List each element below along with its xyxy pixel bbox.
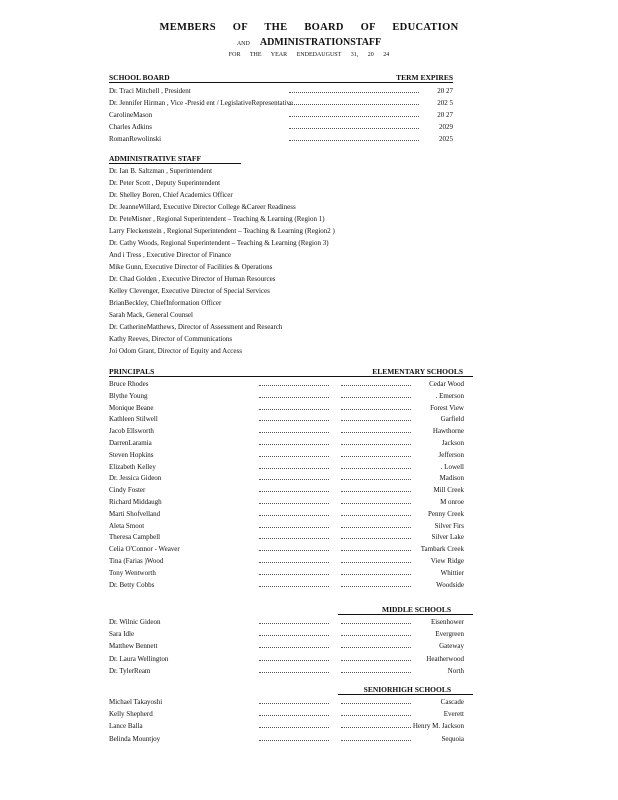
principal-name: Lance Balla — [109, 722, 143, 731]
principal-name: Dr. TylerReam — [109, 666, 151, 675]
dotted-leader — [289, 116, 419, 117]
admin-staff-entry: Mike Gunn, Executive Director of Facilities & Operations — [109, 263, 273, 271]
dotted-leader — [259, 538, 329, 539]
dotted-leader — [259, 468, 329, 469]
board-member-term: 2025 — [439, 135, 453, 143]
principal-row — [109, 391, 464, 402]
dotted-leader — [259, 715, 329, 716]
admin-staff-entry: Kelley Clevenger, Executive Director of Special Services — [109, 287, 270, 295]
principal-name: Dr. Betty Cobbs — [109, 580, 155, 589]
dotted-leader — [289, 140, 419, 141]
principal-row — [109, 532, 464, 543]
principal-name: Kathleen Stilwell — [109, 415, 158, 424]
school-name: Hawthorne — [432, 427, 464, 436]
dotted-leader — [259, 479, 329, 480]
board-member-name: Dr. Jennifer Hirman , Vice -Presid ent / LegislativeRepresentative — [109, 99, 294, 107]
admin-staff-entry: Joi Odom Grant, Director of Equity and Access — [109, 347, 242, 355]
school-name: Silver Lake — [431, 533, 464, 542]
school-name: View Ridge — [430, 557, 464, 565]
principal-name: DarrenLaramia — [109, 439, 152, 447]
principal-row — [109, 509, 464, 520]
dotted-leader — [259, 432, 329, 433]
principals-heading-rule — [109, 367, 473, 377]
admin-staff-entry: Dr. Chad Golden , Executive Director of Human Resources — [109, 275, 276, 283]
board-member-term: 20 27 — [437, 87, 453, 95]
principal-name: Jacob Ellsworth — [109, 427, 154, 436]
principal-name: Steven Hopkins — [109, 450, 154, 459]
document-title: MEMBERS OF THE BOARD OF EDUCATION — [159, 22, 459, 33]
admin-staff-entry: Dr. CatherineMatthews, Director of Assessment and Research — [109, 323, 283, 331]
principal-row — [109, 473, 464, 484]
dotted-leader — [259, 660, 329, 661]
senior-heading-rule — [338, 685, 473, 695]
principal-row — [109, 450, 464, 461]
school-name: Everett — [443, 710, 464, 719]
elementary-heading: ELEMENTARY SCHOOLS — [372, 367, 463, 376]
school-name: Forest View — [430, 403, 464, 412]
dotted-leader — [259, 647, 329, 648]
dotted-leader — [259, 385, 329, 386]
dotted-leader — [259, 491, 329, 492]
school-name: Madison — [439, 474, 464, 483]
school-board-heading: SCHOOL BOARD — [109, 73, 170, 82]
principal-name: Cindy Foster — [109, 486, 146, 495]
dotted-leader — [259, 727, 329, 728]
principal-row — [109, 580, 464, 591]
principal-row — [109, 379, 464, 390]
board-member-row — [109, 134, 453, 145]
school-name: Heatherwood — [426, 654, 464, 663]
admin-staff-entry: Dr. Ian B. Saltzman , Superintendent — [109, 167, 213, 175]
dotted-leader — [289, 104, 419, 105]
principal-name: Belinda Mountjoy — [109, 734, 161, 743]
admin-staff-entry: Kathy Reeves, Director of Communications — [109, 335, 233, 343]
school-name: Tambark Creek — [420, 545, 464, 554]
school-name: M onroe — [440, 498, 464, 506]
school-name: Jackson — [441, 439, 464, 447]
dotted-leader — [259, 409, 329, 410]
principal-name: Bruce Rhodes — [109, 380, 149, 388]
board-member-row — [109, 122, 453, 133]
dotted-leader — [259, 740, 329, 741]
principal-name: Dr. Laura Wellington — [109, 654, 169, 663]
school-name: Silver Firs — [434, 521, 464, 530]
admin-staff-entry: Dr. Peter Scott , Deputy Superintendent — [109, 179, 221, 187]
school-name: Penny Creek — [428, 509, 464, 518]
principal-name: Matthew Bennett — [109, 642, 158, 651]
dotted-leader — [259, 672, 329, 673]
principal-name: Aleta Smoot — [109, 521, 145, 530]
principal-name: Dr. Jessica Gideon — [109, 474, 162, 483]
senior-heading: SENIORHIGH SCHOOLS — [363, 685, 451, 694]
year-line: FOR THE YEAR ENDEDAUGUST 31, 20 24 — [228, 52, 390, 58]
admin-staff-entry: Dr. JeanneWillard, Executive Director College &Career Readiness — [109, 203, 296, 211]
middle-heading-rule — [338, 605, 473, 615]
board-member-name: CarolineMason — [109, 111, 153, 119]
admin-staff-entry: And i Tress , Executive Director of Finance — [109, 251, 232, 259]
board-member-term: 2029 — [439, 123, 453, 131]
school-name: Henry M. Jackson — [412, 722, 464, 731]
dotted-leader — [259, 550, 329, 551]
school-name: Sequoia — [441, 734, 464, 743]
principal-row — [109, 721, 464, 732]
principal-row — [109, 709, 464, 720]
admin-staff-entry: Larry Fleckenstein , Regional Superintendent – Teaching & Learning (Region2 ) — [109, 227, 335, 235]
middle-heading: MIDDLE SCHOOLS — [382, 605, 451, 614]
subtitle-text: ADMINISTRATIONSTAFF — [259, 37, 382, 48]
admin-staff-entry: Sarah Mack, General Counsel — [109, 311, 193, 319]
principal-row — [109, 641, 464, 652]
principal-row — [109, 666, 464, 677]
dotted-leader — [259, 503, 329, 504]
principal-row — [109, 697, 464, 708]
board-member-term: 20 27 — [437, 111, 453, 119]
board-member-row — [109, 110, 453, 121]
school-name: . Emerson — [435, 391, 464, 400]
term-expires-heading: TERM EXPIRES — [396, 73, 453, 82]
admin-staff-entry: Dr. PeteMisner , Regional Superintendent – Teaching & Learning (Region 1) — [109, 215, 325, 223]
principals-heading: PRINCIPALS — [109, 367, 155, 376]
document-subtitle — [0, 37, 618, 48]
dotted-leader — [259, 456, 329, 457]
principal-row — [109, 426, 464, 437]
admin-staff-entry: BrianBeckley, ChiefInformation Officer — [109, 299, 222, 307]
admin-staff-heading: ADMINISTRATIVE STAFF — [109, 154, 241, 164]
principal-row — [109, 734, 464, 745]
school-name: Eisenhower — [430, 618, 464, 626]
dotted-leader — [289, 92, 419, 93]
dotted-leader — [259, 397, 329, 398]
principal-row — [109, 462, 464, 473]
dotted-leader — [259, 420, 329, 421]
school-name: North — [447, 666, 464, 675]
dotted-leader — [259, 703, 329, 704]
board-member-row — [109, 98, 453, 109]
principal-row — [109, 438, 464, 449]
school-name: Jefferson — [438, 450, 464, 459]
principal-name: Celia O'Connor - Weaver — [109, 545, 180, 554]
school-name: Whittier — [440, 568, 464, 577]
principal-row — [109, 654, 464, 665]
principal-name: Tina (Farias )Wood — [109, 557, 164, 565]
principal-row — [109, 629, 464, 640]
principal-name: Dr. Wilnic Gideon — [109, 618, 161, 626]
principal-row — [109, 403, 464, 414]
school-name: Garfield — [440, 415, 464, 424]
principal-name: Monique Beane — [109, 403, 154, 412]
principal-row — [109, 485, 464, 496]
principal-name: Marti Shofvelland — [109, 509, 161, 518]
board-member-name: Dr. Traci Mitchell , President — [109, 87, 191, 95]
principal-row — [109, 556, 464, 567]
principal-name: Michael Takayoshi — [109, 698, 163, 706]
principal-row — [109, 414, 464, 425]
dotted-leader — [259, 623, 329, 624]
subtitle-and: AND — [236, 41, 250, 47]
dotted-leader — [259, 586, 329, 587]
school-board-heading-rule — [109, 73, 453, 83]
dotted-leader — [259, 527, 329, 528]
principal-name: Theresa Campbell — [109, 533, 161, 542]
board-member-name: Charles Adkins — [109, 123, 152, 131]
principal-row — [109, 521, 464, 532]
school-name: Cedar Wood — [429, 380, 464, 388]
school-name: Woodside — [436, 580, 464, 589]
admin-staff-entry: Dr. Cathy Woods, Regional Superintendent – Teaching & Learning (Region 3) — [109, 239, 329, 247]
school-name: . Lowell — [440, 462, 464, 471]
dotted-leader — [289, 128, 419, 129]
principal-name: Tony Wentworth — [109, 568, 156, 577]
principal-name: Kelly Shepherd — [109, 710, 153, 719]
principal-name: Richard Middaugh — [109, 498, 162, 506]
school-name: Evergreen — [435, 630, 464, 639]
board-member-name: RomanRewolinski — [109, 135, 162, 143]
principal-row — [109, 497, 464, 508]
principal-row — [109, 617, 464, 628]
principal-name: Sara Idle — [109, 630, 135, 639]
admin-staff-entry: Dr. Shelley Boren, Chief Academics Officer — [109, 191, 233, 199]
principal-name: Elizabeth Kelley — [109, 462, 156, 471]
principal-row — [109, 544, 464, 555]
principal-row — [109, 568, 464, 579]
school-name: Mill Creek — [433, 486, 464, 495]
dotted-leader — [259, 444, 329, 445]
board-member-row — [109, 86, 453, 97]
school-name: Cascade — [440, 698, 464, 706]
board-member-term: 202 5 — [437, 99, 453, 107]
dotted-leader — [259, 635, 329, 636]
principal-name: Blythe Young — [109, 391, 148, 400]
dotted-leader — [259, 515, 329, 516]
dotted-leader — [259, 574, 329, 575]
dotted-leader — [259, 562, 329, 563]
school-name: Gateway — [439, 642, 464, 651]
